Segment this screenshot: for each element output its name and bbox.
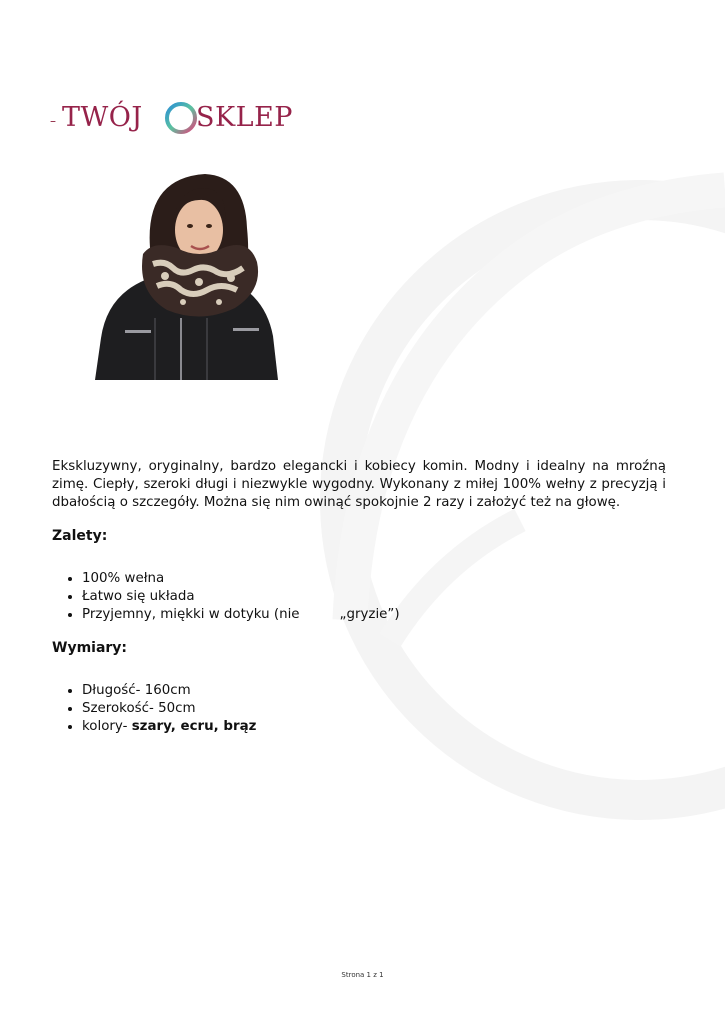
logo-dash: – <box>50 114 56 128</box>
product-content <box>52 458 666 736</box>
list-item <box>82 606 666 624</box>
colors-value: szary, ecru, brąz <box>131 719 257 734</box>
list-item: • 100% wełna <box>82 570 666 588</box>
list-item: • Długość- 160cm <box>82 682 666 700</box>
advantages-heading: Zalety: <box>52 528 108 544</box>
list-item: • Łatwo się układa <box>82 588 666 606</box>
dimensions-heading: Wymiary: <box>52 640 128 656</box>
shop-logo <box>50 96 293 144</box>
product-photo <box>95 168 278 380</box>
colors-label: kolory- <box>82 719 128 734</box>
logo-ring-icon <box>163 100 199 136</box>
dimensions-list <box>52 682 666 736</box>
logo-word-sklep: SKLEP <box>196 102 293 133</box>
logo-word-twoj: TWÓJ <box>62 102 143 133</box>
advantages-list <box>52 570 666 624</box>
list-item-text: Przyjemny, miękki w dotyku (nie <box>82 607 300 622</box>
list-item-text-quote: „gryzie”) <box>339 607 400 622</box>
list-item: • Szerokość- 50cm <box>82 700 666 718</box>
list-item-colors <box>82 718 666 736</box>
page-footer: Strona 1 z 1 <box>341 971 384 979</box>
product-description: Ekskluzywny, oryginalny, bardzo elegancki i kobiecy komin. Modny i idealny na mroźną zimę. Ciepły, szeroki długi i niezwykle wygodny. Wykonany z miłej 100% wełny z precyzją i dbałością o szczegóły. Można się nim owinąć spokojnie 2 razy i założyć też na głowę. <box>52 459 666 510</box>
